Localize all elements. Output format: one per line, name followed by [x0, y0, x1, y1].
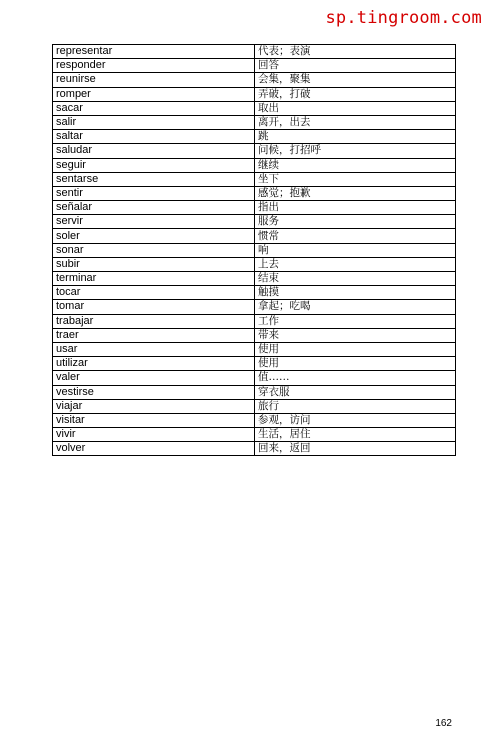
table-row: [53, 229, 456, 243]
spanish-word-cell: seguir: [53, 158, 255, 172]
watermark-text: sp.tingroom.com: [325, 8, 482, 28]
spanish-word-cell: salir: [53, 115, 255, 129]
table-row: [53, 357, 456, 371]
spanish-word-cell: usar: [53, 342, 255, 356]
page-number: 162: [435, 718, 452, 729]
spanish-word-cell: servir: [53, 215, 255, 229]
chinese-meaning-cell: 会集，聚集: [255, 73, 456, 87]
table-row: [53, 328, 456, 342]
chinese-meaning-cell: 旅行: [255, 399, 456, 413]
chinese-meaning-cell: 服务: [255, 215, 456, 229]
spanish-word-cell: sentarse: [53, 172, 255, 186]
table-row: [53, 158, 456, 172]
spanish-word-cell: representar: [53, 45, 255, 59]
chinese-meaning-cell: 继续: [255, 158, 456, 172]
chinese-meaning-cell: 惯常: [255, 229, 456, 243]
vocabulary-table-body: [53, 45, 456, 456]
table-row: [53, 172, 456, 186]
chinese-meaning-cell: 指出: [255, 201, 456, 215]
chinese-meaning-cell: 坐下: [255, 172, 456, 186]
chinese-meaning-cell: 问候，打招呼: [255, 144, 456, 158]
chinese-meaning-cell: 工作: [255, 314, 456, 328]
spanish-word-cell: vivir: [53, 428, 255, 442]
table-row: [53, 428, 456, 442]
chinese-meaning-cell: 触摸: [255, 286, 456, 300]
table-row: [53, 314, 456, 328]
chinese-meaning-cell: 离开，出去: [255, 115, 456, 129]
table-row: [53, 385, 456, 399]
spanish-word-cell: responder: [53, 59, 255, 73]
vocabulary-table: [52, 44, 456, 456]
table-row: [53, 201, 456, 215]
chinese-meaning-cell: 拿起；吃喝: [255, 300, 456, 314]
spanish-word-cell: saltar: [53, 130, 255, 144]
chinese-meaning-cell: 响: [255, 243, 456, 257]
spanish-word-cell: tocar: [53, 286, 255, 300]
spanish-word-cell: sonar: [53, 243, 255, 257]
spanish-word-cell: sacar: [53, 101, 255, 115]
chinese-meaning-cell: 回来，返回: [255, 442, 456, 456]
spanish-word-cell: valer: [53, 371, 255, 385]
spanish-word-cell: utilizar: [53, 357, 255, 371]
table-row: [53, 59, 456, 73]
spanish-word-cell: viajar: [53, 399, 255, 413]
table-row: [53, 215, 456, 229]
table-row: [53, 186, 456, 200]
spanish-word-cell: volver: [53, 442, 255, 456]
spanish-word-cell: sentir: [53, 186, 255, 200]
table-row: [53, 87, 456, 101]
spanish-word-cell: romper: [53, 87, 255, 101]
spanish-word-cell: subir: [53, 257, 255, 271]
spanish-word-cell: trabajar: [53, 314, 255, 328]
spanish-word-cell: señalar: [53, 201, 255, 215]
table-row: [53, 115, 456, 129]
table-row: [53, 101, 456, 115]
table-row: [53, 413, 456, 427]
table-row: [53, 243, 456, 257]
table-row: [53, 257, 456, 271]
spanish-word-cell: soler: [53, 229, 255, 243]
chinese-meaning-cell: 使用: [255, 342, 456, 356]
chinese-meaning-cell: 上去: [255, 257, 456, 271]
chinese-meaning-cell: 生活，居住: [255, 428, 456, 442]
spanish-word-cell: terminar: [53, 272, 255, 286]
table-row: [53, 399, 456, 413]
table-row: [53, 342, 456, 356]
spanish-word-cell: saludar: [53, 144, 255, 158]
chinese-meaning-cell: 代表；表演: [255, 45, 456, 59]
table-row: [53, 286, 456, 300]
table-row: [53, 130, 456, 144]
table-row: [53, 144, 456, 158]
spanish-word-cell: tomar: [53, 300, 255, 314]
chinese-meaning-cell: 穿衣服: [255, 385, 456, 399]
spanish-word-cell: visitar: [53, 413, 255, 427]
table-row: [53, 442, 456, 456]
spanish-word-cell: reunirse: [53, 73, 255, 87]
chinese-meaning-cell: 回答: [255, 59, 456, 73]
chinese-meaning-cell: 取出: [255, 101, 456, 115]
table-row: [53, 371, 456, 385]
chinese-meaning-cell: 跳: [255, 130, 456, 144]
chinese-meaning-cell: 值……: [255, 371, 456, 385]
chinese-meaning-cell: 弄破，打破: [255, 87, 456, 101]
chinese-meaning-cell: 参观，访问: [255, 413, 456, 427]
table-row: [53, 45, 456, 59]
chinese-meaning-cell: 使用: [255, 357, 456, 371]
spanish-word-cell: vestirse: [53, 385, 255, 399]
chinese-meaning-cell: 带来: [255, 328, 456, 342]
table-row: [53, 73, 456, 87]
table-row: [53, 272, 456, 286]
spanish-word-cell: traer: [53, 328, 255, 342]
table-row: [53, 300, 456, 314]
chinese-meaning-cell: 感觉；抱歉: [255, 186, 456, 200]
chinese-meaning-cell: 结束: [255, 272, 456, 286]
